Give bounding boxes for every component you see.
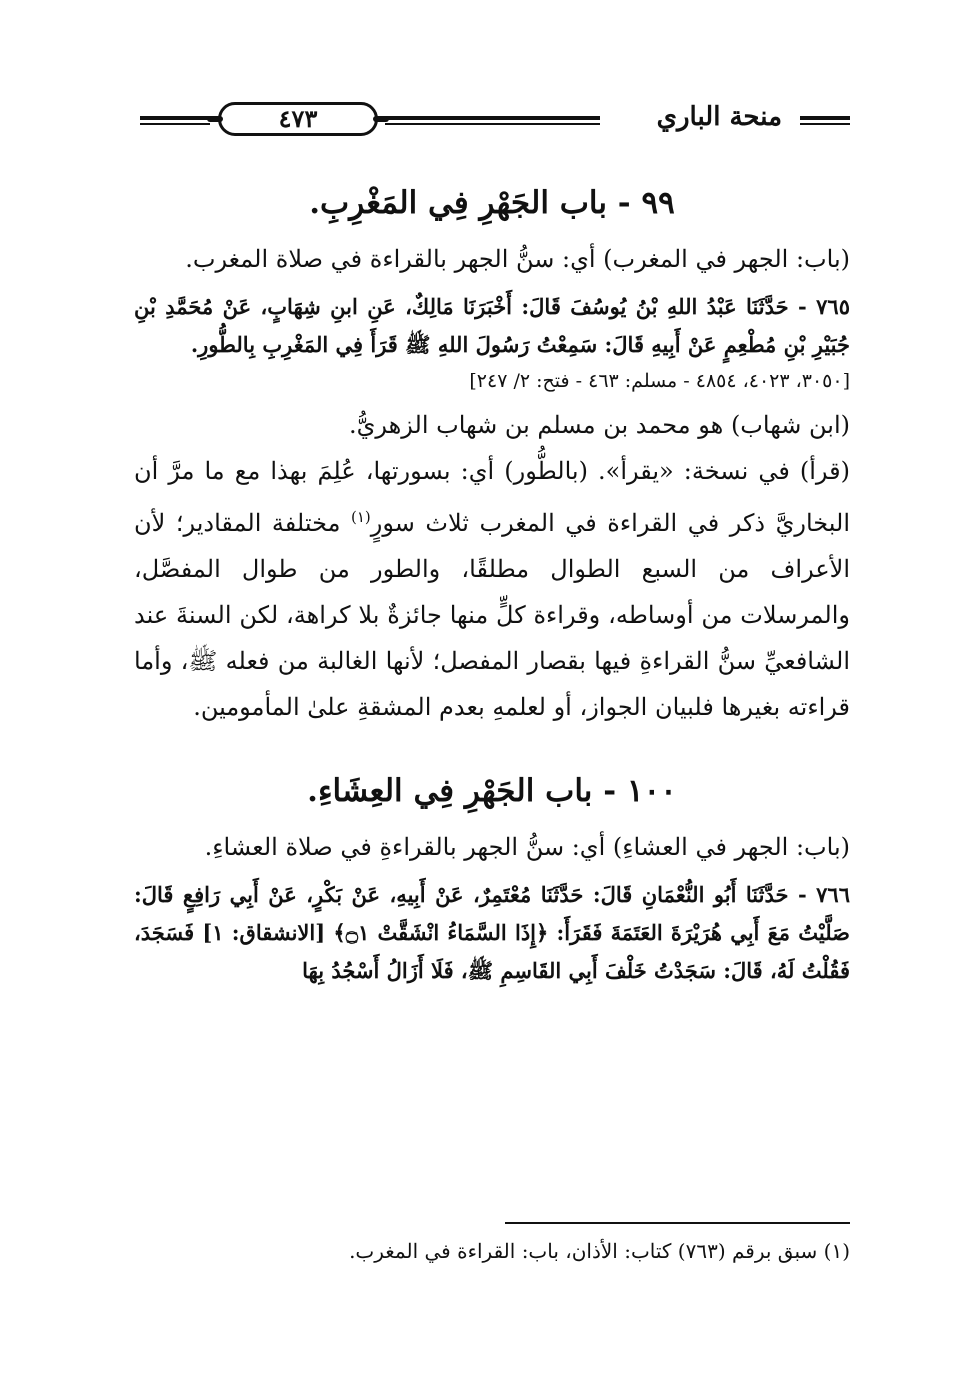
chapter-title-99: ٩٩ - باب الجَهْرِ فِي المَغْرِبِ. <box>309 185 675 221</box>
page-body <box>134 180 850 990</box>
hadith-765: ٧٦٥ - حَدَّثَنَا عَبْدُ اللهِ بْنُ يُوسُفَ قَالَ: أَخْبَرَنَا مَالِكٌ، عَنِ ابنِ شِهَابٍ، عَنْ مُحَمَّدِ بْنِ جُبَيْرِ بْنِ مُطْعِمٍ عَنْ أَبِيهِ قَالَ: سَمِعْتُ رَسُولَ اللهِ ﷺ قَرَأَ فِي المَغْرِبِ بِالطُّورِ. <box>134 294 850 357</box>
header-rule-right <box>800 116 850 120</box>
chapter-intro-99: (باب: الجهر في المغرب) أي: سنُّ الجهر بالقراءة في صلاة المغرب. <box>185 245 850 273</box>
footnote-marker: (١) <box>350 508 371 526</box>
hadith-766: ٧٦٦ - حَدَّثَنَا أَبُو النُّعْمَانِ قَالَ: حَدَّثَنَا مُعْتَمِرٌ، عَنْ أَبِيهِ، عَنْ بَكْرٍ، عَنْ أَبِي رَافِعٍ قَالَ: صَلَّيْتُ مَعَ أَبِي هُرَيْرَةَ العَتَمَةَ فَقَرَأَ: ﴿إِذَا السَّمَاءُ انْشَقَّتْ ۝١﴾ [الانشقاق: ١] فَسَجَدَ، فَقُلْتُ لَهُ، قَالَ: سَجَدْتُ خَلْفَ أَبِي القَاسِمِ ﷺ، فَلَا أَزَالُ أَسْجُدُ بِهَا <box>134 882 850 983</box>
page-header <box>140 100 850 146</box>
hadith-765-references: [٣٠٥٠، ٤٠٢٣، ٤٨٥٤ - مسلم: ٤٦٣ - فتح: ٢/ ٢٤٧] <box>469 370 850 392</box>
chapter-intro-100: (باب: الجهر في العشاءِ) أي: سنُّ الجهر بالقراءةِ في صلاة العشاءِ. <box>204 833 850 861</box>
section-gap <box>134 730 850 768</box>
book-title: منحة الباري <box>656 102 782 132</box>
header-rule-middle <box>385 116 600 120</box>
commentary-ibn-shihab: (ابن شهاب) هو محمد بن مسلم بن شهاب الزهريُّ. <box>348 411 850 439</box>
commentary-tur-part1: (قرأ) في نسخة: «يقرأ». (بالطُّور) أي: بسورتها، عُلِمَ بهذا مع ما مرَّ أن البخاريَّ ذكر في القراءة في المغرب ثلاث سورٍ <box>134 457 850 537</box>
page-number: ٤٧٣ <box>278 104 318 133</box>
footnote-separator <box>505 1222 850 1224</box>
footnote-1: (١) سبق برقم (٧٦٣) كتاب: الأذان، باب: القراءة في المغرب. <box>349 1239 850 1263</box>
chapter-title-100: ١٠٠ - باب الجَهْرِ فِي العِشَاءِ. <box>307 773 677 809</box>
page-number-badge <box>218 102 378 136</box>
commentary-tur <box>134 448 850 730</box>
header-rule-left <box>140 116 210 120</box>
commentary-tur-part2: مختلفة المقادير؛ لأن الأعراف من السبع الطوال مطلقًا، والطور من طوال المفصَّل، والمرسلات من أوساطه، وقراءة كلٍّ منها جائزةٌ بلا كراهة، لكن السنةَ عند الشافعيِّ سنُّ القراءةِ فيها بقصار المفصل؛ لأنها الغالبة من فعله ﷺ، وأما قراءته بغيرها فلبيان الجواز، أو لعلمهِ بعدم المشقةِ علىٰ المأمومين. <box>134 509 850 721</box>
